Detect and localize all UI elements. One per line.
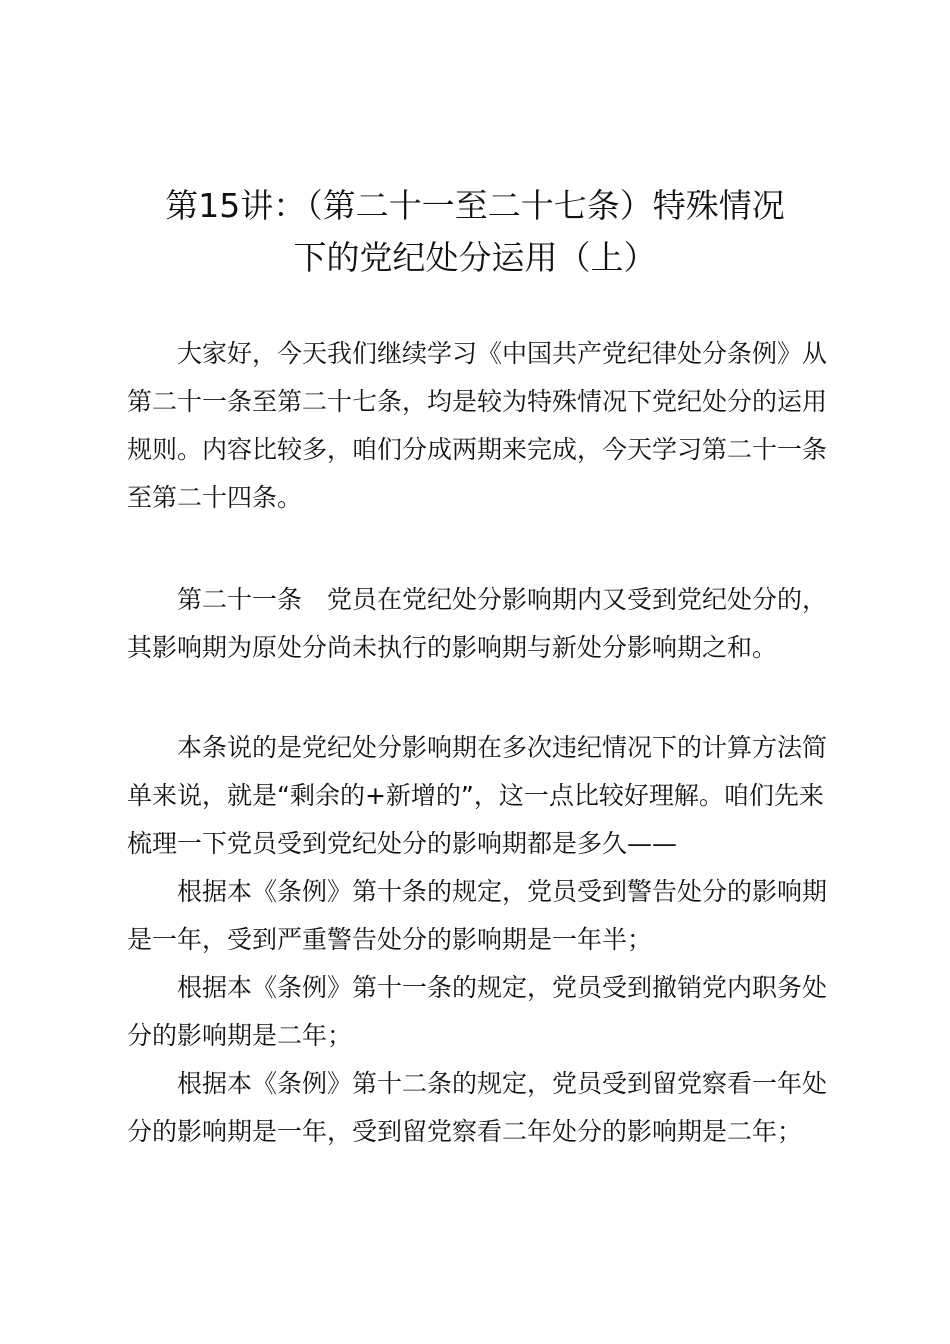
paragraph: 大家好，今天我们继续学习《中国共产党纪律处分条例》从第二十一条至第二十七条，均是较为特殊情况下党纪处分的运用规则。内容比较多，咱们分成两期来完成，今天学习第二十一条至第二十四条。 (127, 339, 828, 512)
paragraph: 根据本《条例》第十条的规定，党员受到警告处分的影响期是一年，受到严重警告处分的影响期是一年半； (127, 877, 828, 954)
paragraph: 根据本《条例》第十二条的规定，党员受到留党察看一年处分的影响期是一年，受到留党察看二年处分的影响期是二年； (127, 1069, 828, 1146)
paragraph-explanation (127, 724, 833, 1156)
paragraph: 根据本《条例》第十一条的规定，党员受到撤销党内职务处分的影响期是二年； (127, 973, 828, 1050)
paragraph: 本条说的是党纪处分影响期在多次违纪情况下的计算方法简单来说，就是“剩余的+新增的”，这一点比较好理解。咱们先来梳理一下党员受到党纪处分的影响期都是多久—— (127, 733, 828, 858)
paragraph-intro (127, 330, 833, 522)
paragraph-article-21 (127, 576, 833, 672)
title-line-1: 第15讲：（第二十一至二十七条）特殊情况 (165, 186, 785, 225)
title-line-2: 下的党纪处分运用（上） (293, 238, 657, 277)
page-title (120, 180, 830, 284)
paragraph: 第二十一条 党员在党纪处分影响期内又受到党纪处分的，其影响期为原处分尚未执行的影响期与新处分影响期之和。 (127, 585, 828, 662)
